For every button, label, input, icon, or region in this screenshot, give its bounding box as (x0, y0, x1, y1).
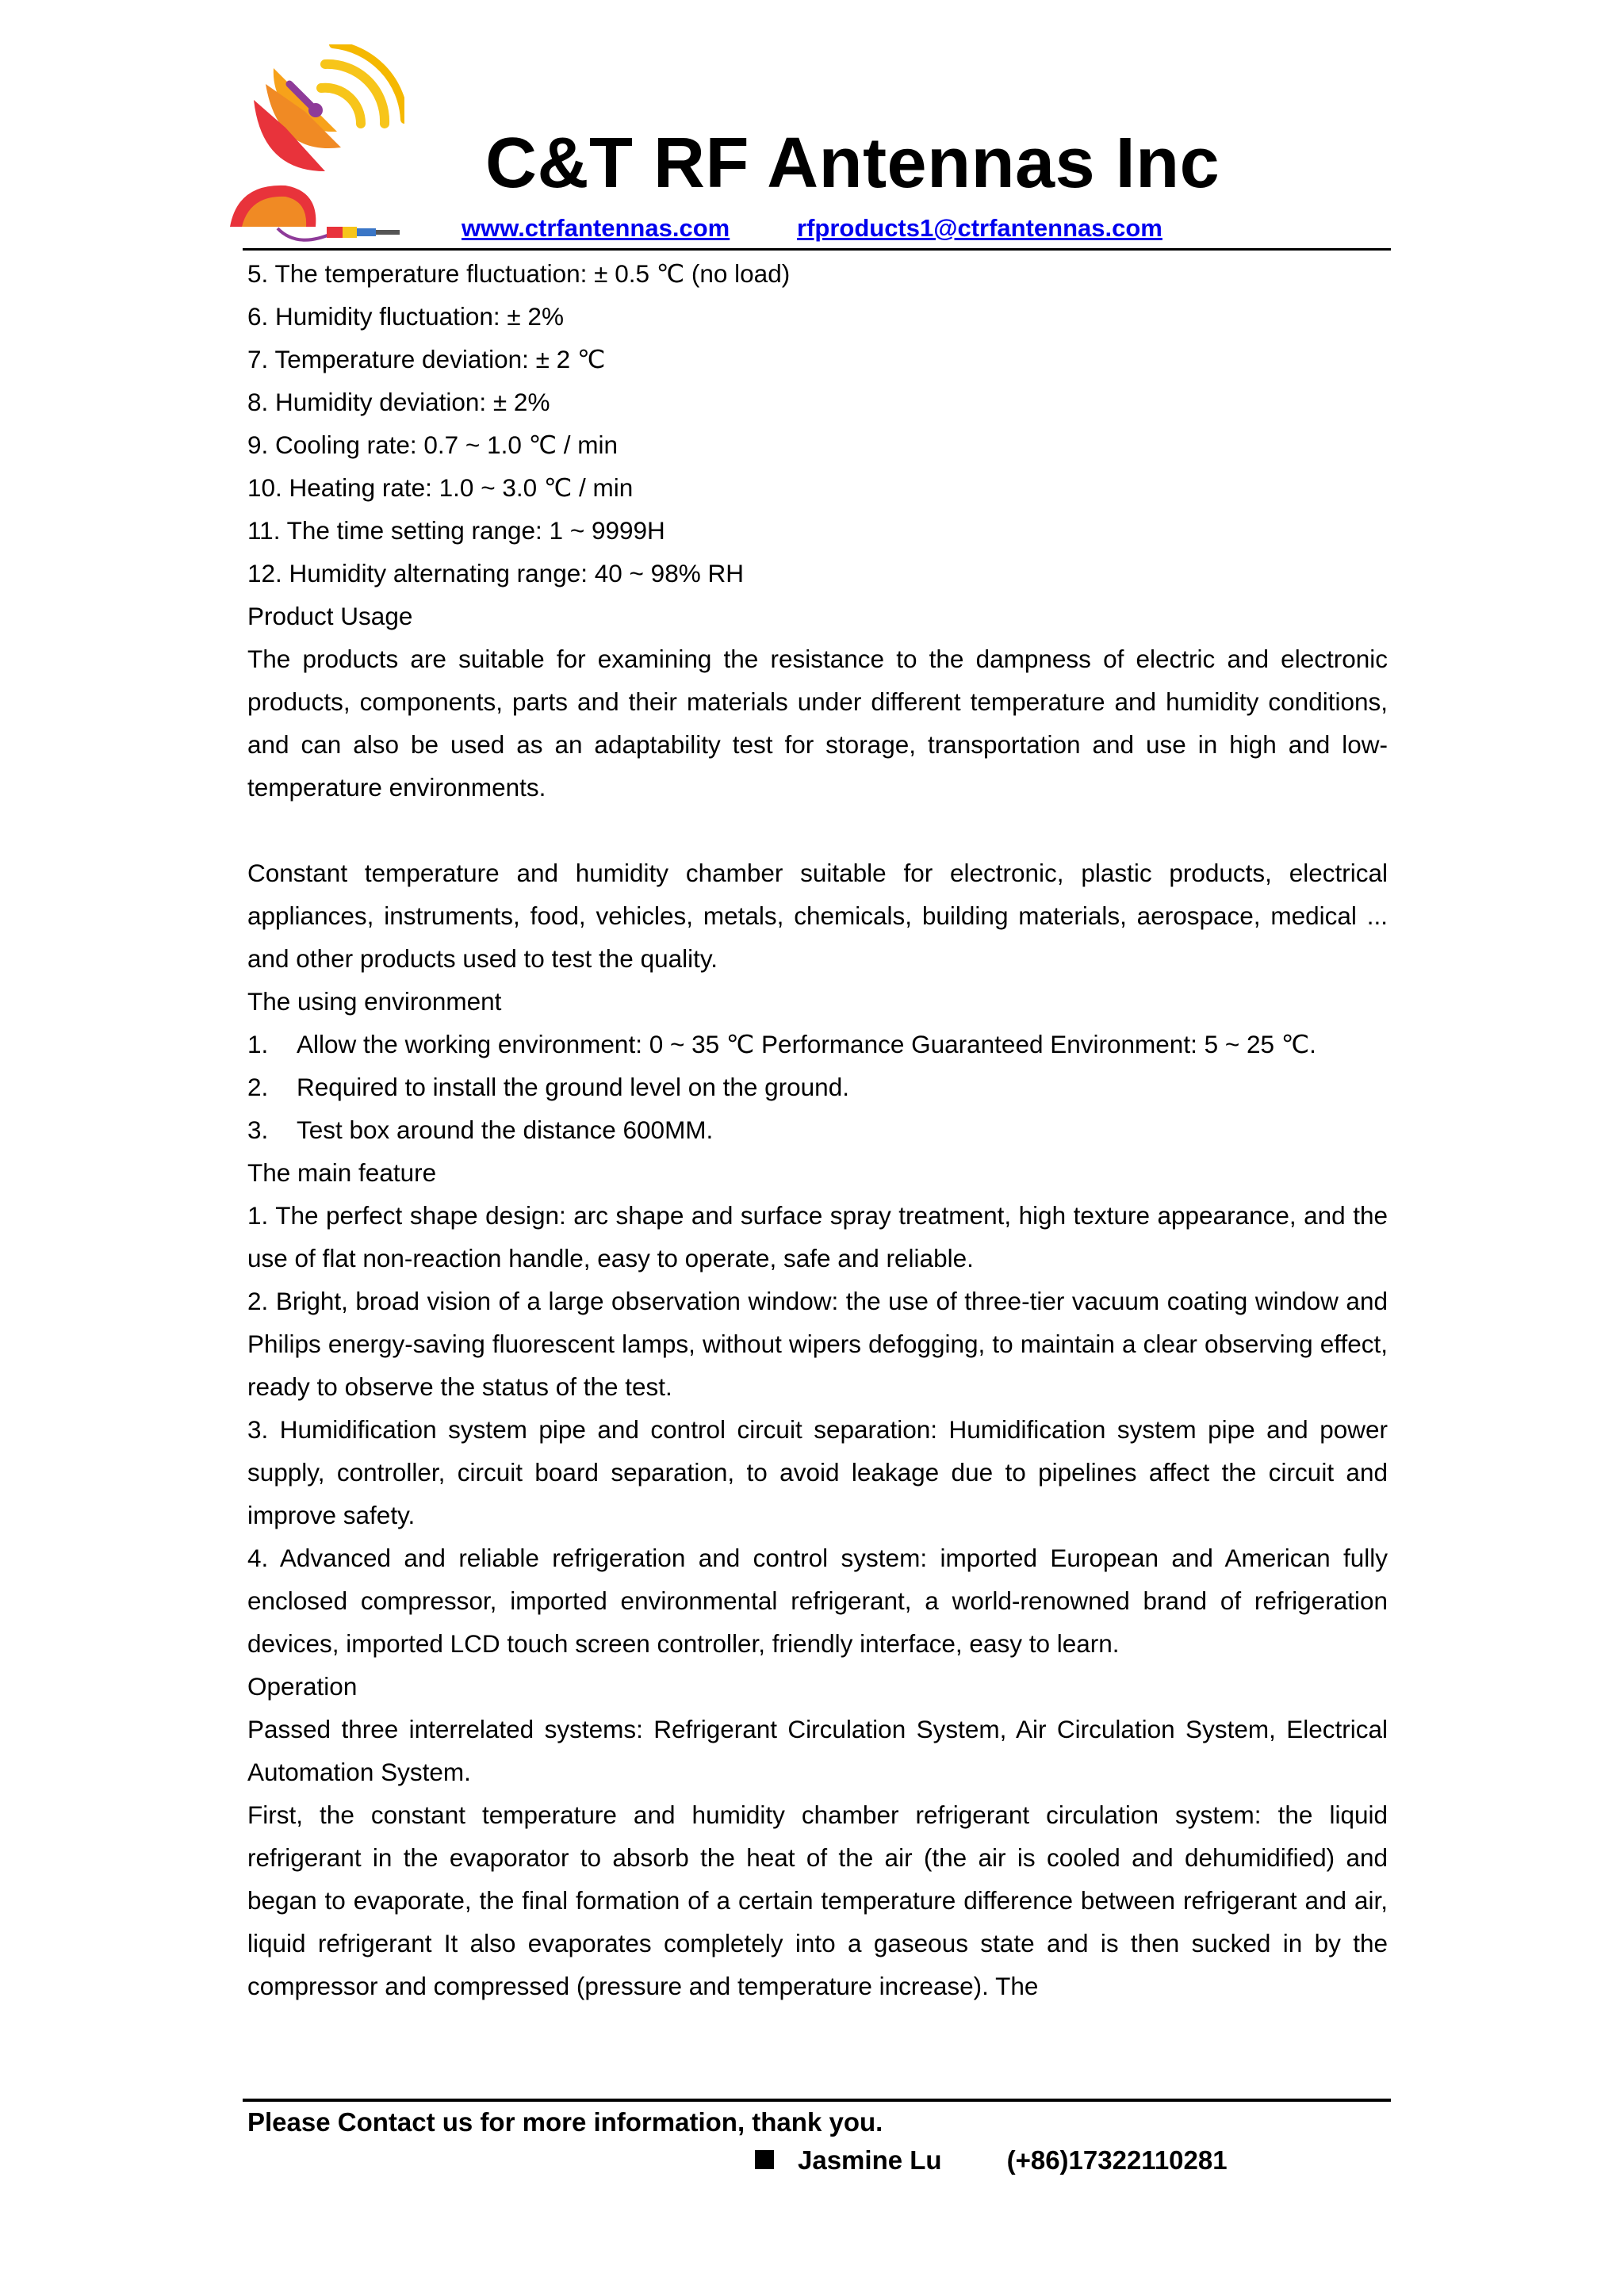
bullet-square-icon (755, 2150, 774, 2169)
contact-name: Jasmine Lu (798, 2145, 942, 2175)
item-text: Allow the working environment: 0 ~ 35 ℃ Performance Guaranteed Environment: 5 ~ 25 ℃. (297, 1030, 1316, 1058)
operation-paragraph: First, the constant temperature and humidity chamber refrigerant circulation system: the liquid refrigerant in the evaporator to absorb the heat of the air (the air is cooled and dehumidified) and began to evaporate, the final formation of a certain temperature difference between refrigerant and air, liquid refrigerant It also evaporates completely into a gaseous state and is then sucked in by the compressor and compressed (pressure and temperature increase). The (247, 1800, 1388, 2000)
environment-item (247, 1066, 1388, 1108)
environment-item (247, 1023, 1388, 1066)
operation-heading: Operation (247, 1672, 358, 1701)
email-link-wrap (797, 214, 1162, 243)
feature-paragraph: 3. Humidification system pipe and control circuit separation: Humidification system pipe and power supply, controller, circuit board separation, to avoid leakage due to pipelines affect the circuit and improve safety. (247, 1415, 1388, 1529)
spec-line: 7. Temperature deviation: ± 2 ℃ (247, 345, 606, 373)
item-number: 2. (247, 1073, 269, 1101)
footer-contact-person (755, 2142, 1228, 2179)
environment-heading: The using environment (247, 987, 502, 1016)
environment-item (247, 1108, 1388, 1151)
document-body (247, 252, 1388, 2007)
website-link-wrap (462, 214, 730, 243)
spec-line: 5. The temperature fluctuation: ± 0.5 ℃ (no load) (247, 259, 791, 288)
footer-divider (243, 2099, 1391, 2102)
website-link[interactable]: www.ctrfantennas.com (462, 214, 730, 242)
item-number: 1. (247, 1030, 269, 1058)
spec-line: 8. Humidity deviation: ± 2% (247, 388, 550, 416)
product-usage-paragraph: Constant temperature and humidity chamber suitable for electronic, plastic products, electrical appliances, instruments, food, vehicles, metals, chemicals, building materials, aerospace, medical ... and other products used to test the quality. (247, 859, 1388, 973)
item-number: 3. (247, 1115, 269, 1144)
spec-line: 6. Humidity fluctuation: ± 2% (247, 302, 564, 331)
features-heading: The main feature (247, 1158, 437, 1187)
email-link[interactable]: rfproducts1@ctrfantennas.com (797, 214, 1162, 242)
blank-line (247, 809, 1388, 851)
spec-line: 9. Cooling rate: 0.7 ~ 1.0 ℃ / min (247, 430, 618, 459)
feature-paragraph: 2. Bright, broad vision of a large observation window: the use of three-tier vacuum coating window and Philips energy-saving fluorescent lamps, without wipers defogging, to maintain a clear observing effect, ready to observe the status of the test. (247, 1287, 1388, 1401)
footer-contact-line: Please Contact us for more information, thank you. (247, 2107, 883, 2137)
operation-paragraph: Passed three interrelated systems: Refrigerant Circulation System, Air Circulation System, Electrical Automation System. (247, 1715, 1388, 1786)
product-usage-heading: Product Usage (247, 602, 413, 630)
feature-paragraph: 1. The perfect shape design: arc shape and surface spray treatment, high texture appearance, and the use of flat non-reaction handle, easy to operate, safe and reliable. (247, 1201, 1388, 1272)
satellite-antenna-logo-icon (230, 44, 404, 243)
item-text: Test box around the distance 600MM. (297, 1115, 714, 1144)
header-divider (243, 248, 1391, 251)
product-usage-paragraph: The products are suitable for examining the resistance to the dampness of electric and electronic products, components, parts and their materials under different temperature and humidity conditions, and can also be used as an adaptability test for storage, transportation and use in high and low-temperature environments. (247, 645, 1388, 802)
item-text: Required to install the ground level on the ground. (297, 1073, 849, 1101)
spec-line: 11. The time setting range: 1 ~ 9999H (247, 516, 665, 545)
contact-phone: (+86)17322110281 (1006, 2145, 1228, 2175)
spec-line: 10. Heating rate: 1.0 ~ 3.0 ℃ / min (247, 473, 634, 502)
feature-paragraph: 4. Advanced and reliable refrigeration and control system: imported European and American fully enclosed compressor, imported environmental refrigerant, a world-renowned brand of refrigeration devices, imported LCD touch screen controller, friendly interface, easy to learn. (247, 1544, 1388, 1658)
company-title: C&T RF Antennas Inc (485, 124, 1220, 203)
spec-line: 12. Humidity alternating range: 40 ~ 98% RH (247, 559, 744, 587)
